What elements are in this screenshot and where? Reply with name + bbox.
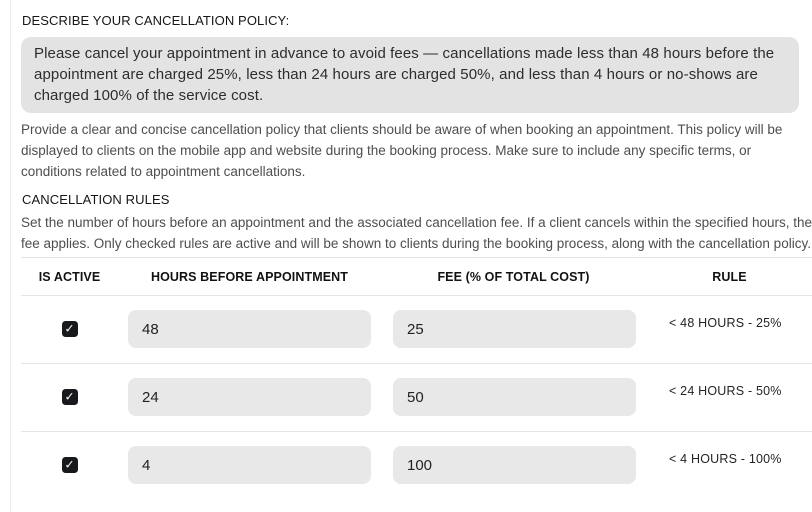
rule-cell [646,364,812,431]
rules-section-label: CANCELLATION RULES [22,192,170,207]
rule-row-4-hours [21,432,812,500]
fee-cell [381,364,646,431]
check-icon: ✓ [64,389,75,404]
policy-section-label: DESCRIBE YOUR CANCELLATION POLICY: [22,13,290,28]
is-active-checkbox-48[interactable] [62,321,78,337]
hours-input-4[interactable] [128,446,371,484]
is-active-cell [21,296,118,363]
rule-summary-label: < 4 HOURS - 100% [669,452,782,466]
hours-cell [118,364,381,431]
hours-cell [118,432,381,500]
is-active-checkbox-24[interactable] [62,389,78,405]
policy-helper-text: Provide a clear and concise cancellation policy that clients should be aware of when booking an appointment. This policy will be displayed to clients on the mobile app and website during the booking process. Make sure to include any specific terms, or conditions related to appointment cancellations. [21,122,783,179]
fee-cell [381,432,646,500]
cancellation-rules-table [21,257,812,500]
hours-cell [118,296,381,363]
rule-row-24-hours [21,364,812,432]
fee-input-100[interactable] [393,446,636,484]
rule-summary-label: < 24 HOURS - 50% [669,384,782,398]
check-icon: ✓ [64,321,75,336]
rule-cell [646,432,812,500]
header-rule: RULE [712,269,747,284]
rule-row-48-hours [21,296,812,364]
rules-helper-text: Set the number of hours before an appointment and the associated cancellation fee. If a client cancels within the specified hours, the fee applies. Only checked rules are active and will be shown to clients during the booking process, along with the cancellation policy. [21,215,812,251]
cancellation-settings-panel [10,0,812,512]
fee-input-50[interactable] [393,378,636,416]
rule-summary-label: < 48 HOURS - 25% [669,316,782,330]
hours-input-48[interactable] [128,310,371,348]
check-icon: ✓ [64,457,75,472]
fee-cell [381,296,646,363]
policy-textarea[interactable]: Please cancel your appointment in advance to avoid fees — cancellations made less than 48 hours before the appointment are charged 25%, less than 24 hours are charged 50%, and less than 4 hours or no-shows are charged 100% of the service cost. [21,37,799,113]
is-active-cell [21,432,118,500]
header-is-active: IS ACTIVE [38,269,101,284]
header-hours-before-appointment: HOURS BEFORE APPOINTMENT [150,269,349,284]
rule-cell [646,296,812,363]
is-active-cell [21,364,118,431]
rules-table-header-row [21,258,812,296]
fee-input-25[interactable] [393,310,636,348]
header-fee-percent: FEE (% OF TOTAL COST) [437,269,590,284]
is-active-checkbox-4[interactable] [62,457,78,473]
hours-input-24[interactable] [128,378,371,416]
